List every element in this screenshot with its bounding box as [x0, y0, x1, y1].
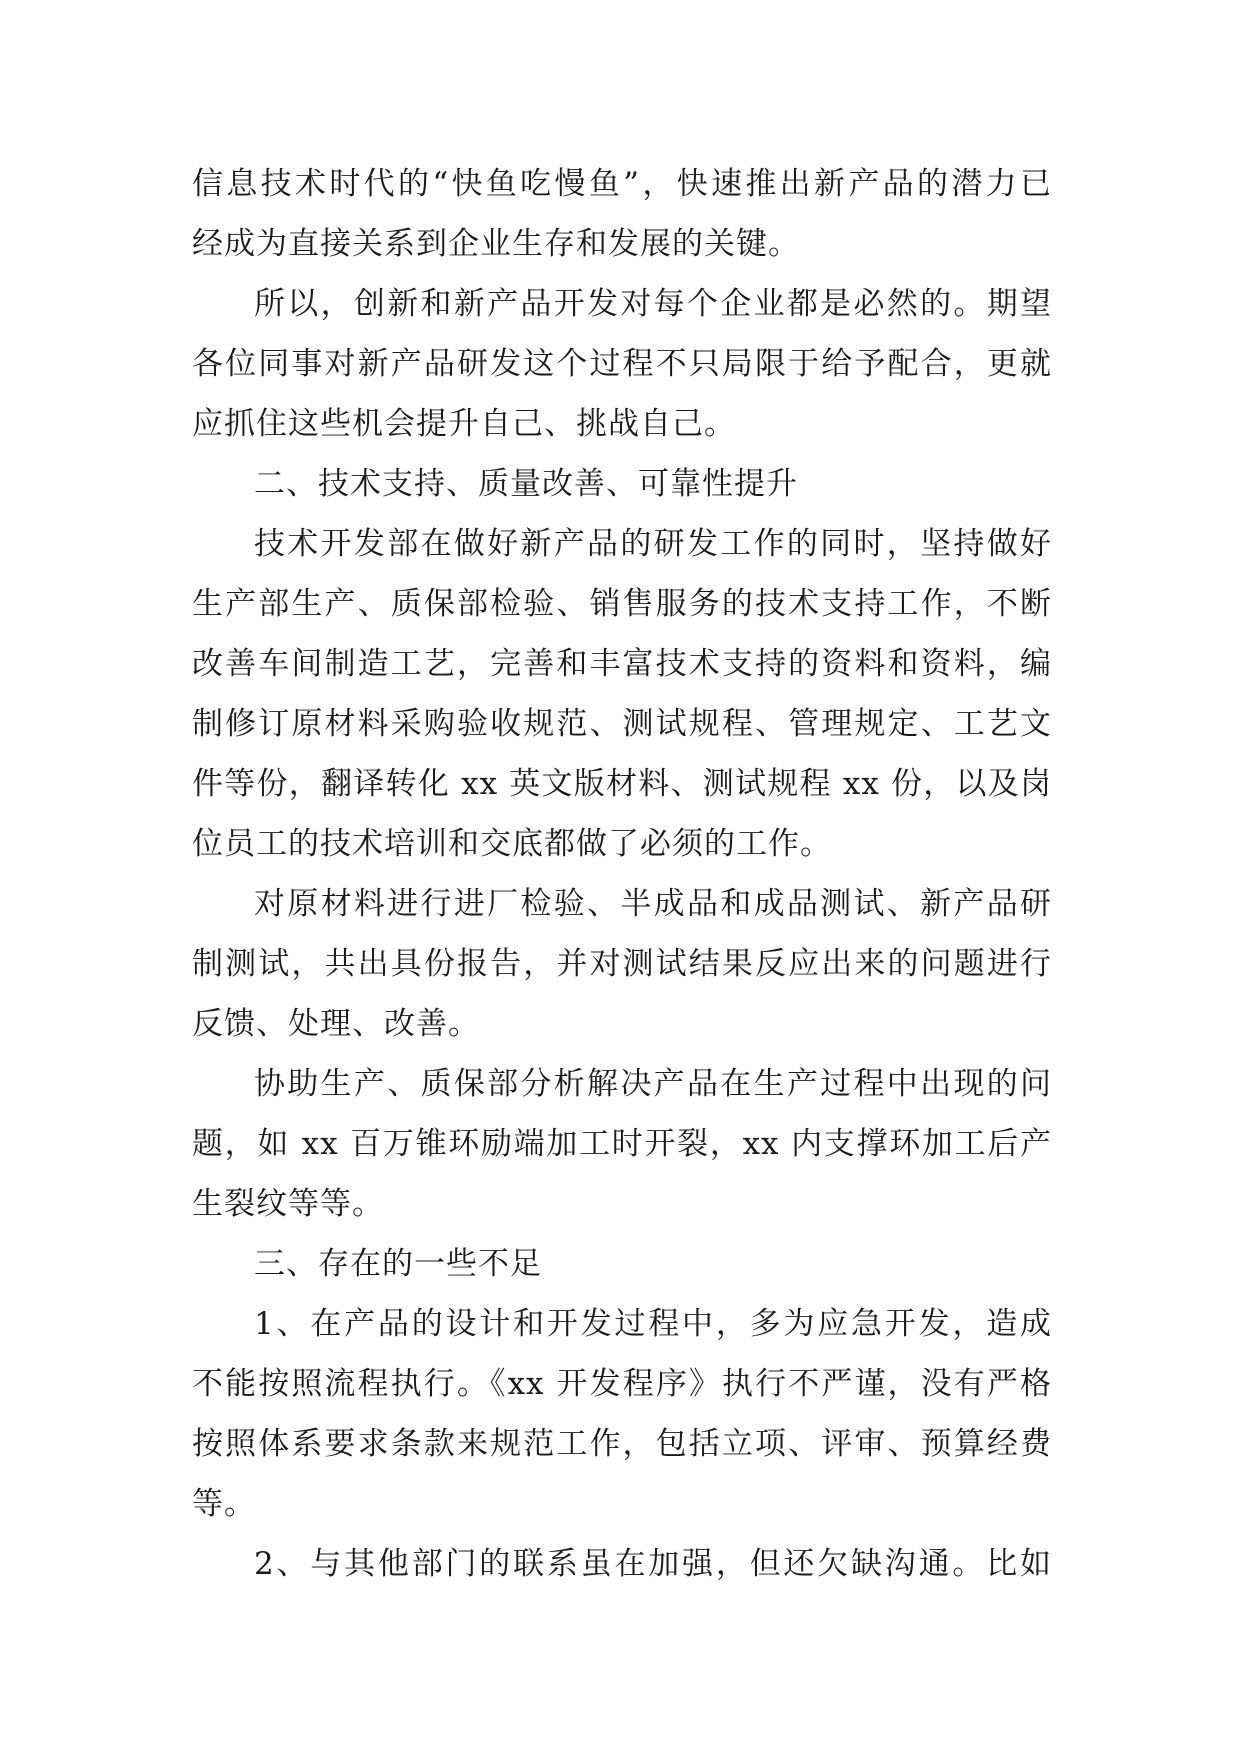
text-line: 1、在产品的设计和开发过程中，多为应急开发，造成 [254, 1306, 1052, 1342]
text-line: 改善车间制造工艺，完善和丰富技术支持的资料和资料，编 [192, 646, 1052, 682]
text-line: 等。 [192, 1486, 256, 1522]
text-line: 信息技术时代的“快鱼吃慢鱼”，快速推出新产品的潜力已 [192, 166, 1052, 202]
text-line: 位员工的技术培训和交底都做了必须的工作。 [192, 826, 832, 862]
text-line: 题，如 xx 百万锥环励端加工时开裂，xx 内支撑环加工后产 [192, 1126, 1052, 1162]
text-line: 技术开发部在做好新产品的研发工作的同时，坚持做好 [254, 526, 1052, 562]
text-line: 不能按照流程执行。《xx 开发程序》执行不严谨，没有严格 [192, 1366, 1052, 1402]
text-line: 制测试，共出具份报告，并对测试结果反应出来的问题进行 [192, 946, 1052, 982]
text-line: 经成为直接关系到企业生存和发展的关键。 [192, 226, 800, 262]
text-line: 制修订原材料采购验收规范、测试规程、管理规定、工艺文 [192, 706, 1052, 742]
text-line: 三、存在的一些不足 [254, 1246, 542, 1282]
text-line: 生产部生产、质保部检验、销售服务的技术支持工作，不断 [192, 586, 1052, 622]
text-line: 件等份，翻译转化 xx 英文版材料、测试规程 xx 份，以及岗 [192, 766, 1052, 802]
text-line: 反馈、处理、改善。 [192, 1006, 480, 1042]
text-line: 生裂纹等等。 [192, 1186, 384, 1222]
text-line: 二、技术支持、质量改善、可靠性提升 [254, 466, 798, 502]
document-body [192, 154, 1052, 1594]
text-line: 各位同事对新产品研发这个过程不只局限于给予配合，更就 [192, 346, 1052, 382]
text-line: 对原材料进行进厂检验、半成品和成品测试、新产品研 [254, 886, 1052, 922]
text-line: 所以，创新和新产品开发对每个企业都是必然的。期望 [254, 286, 1052, 322]
text-line: 按照体系要求条款来规范工作，包括立项、评审、预算经费 [192, 1426, 1052, 1462]
text-line: 协助生产、质保部分析解决产品在生产过程中出现的问 [254, 1066, 1052, 1102]
text-line: 2、与其他部门的联系虽在加强，但还欠缺沟通。比如 [254, 1546, 1052, 1582]
text-line: 应抓住这些机会提升自己、挑战自己。 [192, 406, 736, 442]
